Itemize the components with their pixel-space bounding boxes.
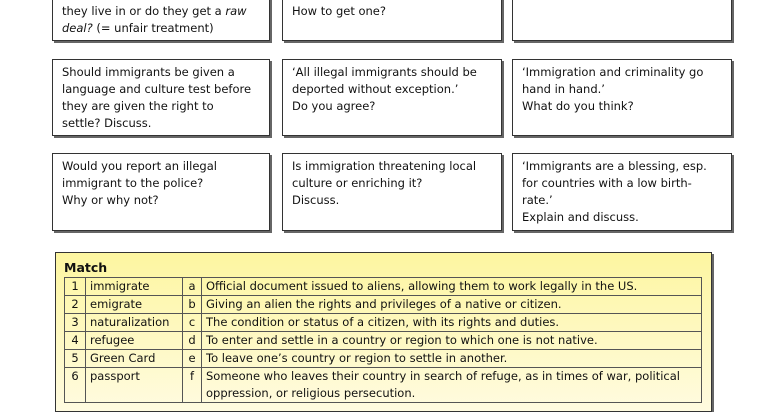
card-text: ‘Immigrants are a blessing, esp. bbox=[522, 159, 707, 173]
card-text: ‘Immigration and criminality go bbox=[522, 65, 704, 79]
match-title: Match bbox=[64, 260, 108, 275]
card-text: hand in hand.’ bbox=[522, 82, 605, 96]
card-text: Is immigration threatening local bbox=[292, 159, 477, 173]
term: immigrate bbox=[86, 278, 183, 296]
card-text: settle? Discuss. bbox=[62, 116, 152, 130]
row-letter: c bbox=[183, 314, 202, 332]
match-exercise bbox=[55, 252, 712, 412]
discussion-card-report bbox=[52, 153, 270, 231]
row-letter: f bbox=[183, 368, 202, 403]
definition: Someone who leaves their country in search of refuge, as in times of war, political oppression, or religious persecution. bbox=[202, 368, 702, 403]
term: naturalization bbox=[86, 314, 183, 332]
row-number: 6 bbox=[65, 368, 86, 403]
match-row bbox=[65, 368, 702, 403]
term: emigrate bbox=[86, 296, 183, 314]
discussion-card-blessing bbox=[512, 153, 732, 231]
card-text: ‘All illegal immigrants should be bbox=[292, 65, 477, 79]
card-text: (= unfair treatment) bbox=[92, 21, 214, 35]
card-text: Would you report an illegal bbox=[62, 159, 217, 173]
match-row bbox=[65, 296, 702, 314]
card-text: Should immigrants be given a bbox=[62, 65, 235, 79]
card-text: deported without exception.’ bbox=[292, 82, 459, 96]
discussion-card-criminality bbox=[512, 59, 732, 136]
definition: To leave one’s country or region to settle in another. bbox=[202, 350, 702, 368]
card-text: Do you agree? bbox=[292, 99, 376, 113]
card-text: language and culture test before bbox=[62, 82, 252, 96]
match-table bbox=[64, 277, 702, 403]
term: refugee bbox=[86, 332, 183, 350]
definition: The condition or status of a citizen, with its rights and duties. bbox=[202, 314, 702, 332]
row-number: 5 bbox=[65, 350, 86, 368]
card-text: culture or enriching it? bbox=[292, 176, 423, 190]
card-text: they live in or do they get a bbox=[62, 4, 226, 18]
card-text-italic: raw deal? bbox=[62, 4, 247, 35]
definition: Official document issued to aliens, allowing them to work legally in the US. bbox=[202, 278, 702, 296]
row-letter: b bbox=[183, 296, 202, 314]
card-text: Explain and discuss. bbox=[522, 210, 639, 224]
discussion-card-culture bbox=[282, 153, 502, 231]
row-letter: e bbox=[183, 350, 202, 368]
discussion-card-get-one bbox=[282, 0, 502, 41]
card-text: Discuss. bbox=[292, 193, 340, 207]
card-text: for countries with a low birth- bbox=[522, 176, 692, 190]
row-letter: a bbox=[183, 278, 202, 296]
row-number: 2 bbox=[65, 296, 86, 314]
row-number: 3 bbox=[65, 314, 86, 332]
discussion-card-test bbox=[52, 59, 270, 136]
row-letter: d bbox=[183, 332, 202, 350]
term: Green Card bbox=[86, 350, 183, 368]
row-number: 1 bbox=[65, 278, 86, 296]
card-text: Why or why not? bbox=[62, 193, 159, 207]
match-row bbox=[65, 350, 702, 368]
card-text: rate.’ bbox=[522, 193, 553, 207]
discussion-card-deported bbox=[282, 59, 502, 136]
term: passport bbox=[86, 368, 183, 403]
card-text: they are given the right to bbox=[62, 99, 214, 113]
discussion-card-top-right bbox=[512, 0, 732, 41]
card-text: immigrant to the police? bbox=[62, 176, 204, 190]
row-number: 4 bbox=[65, 332, 86, 350]
card-text: How to get one? bbox=[292, 4, 386, 18]
definition: Giving an alien the rights and privileges of a native or citizen. bbox=[202, 296, 702, 314]
discussion-card-raw-deal bbox=[52, 0, 270, 41]
match-row bbox=[65, 314, 702, 332]
definition: To enter and settle in a country or region to which one is not native. bbox=[202, 332, 702, 350]
card-text: What do you think? bbox=[522, 99, 634, 113]
match-row bbox=[65, 278, 702, 296]
match-row bbox=[65, 332, 702, 350]
